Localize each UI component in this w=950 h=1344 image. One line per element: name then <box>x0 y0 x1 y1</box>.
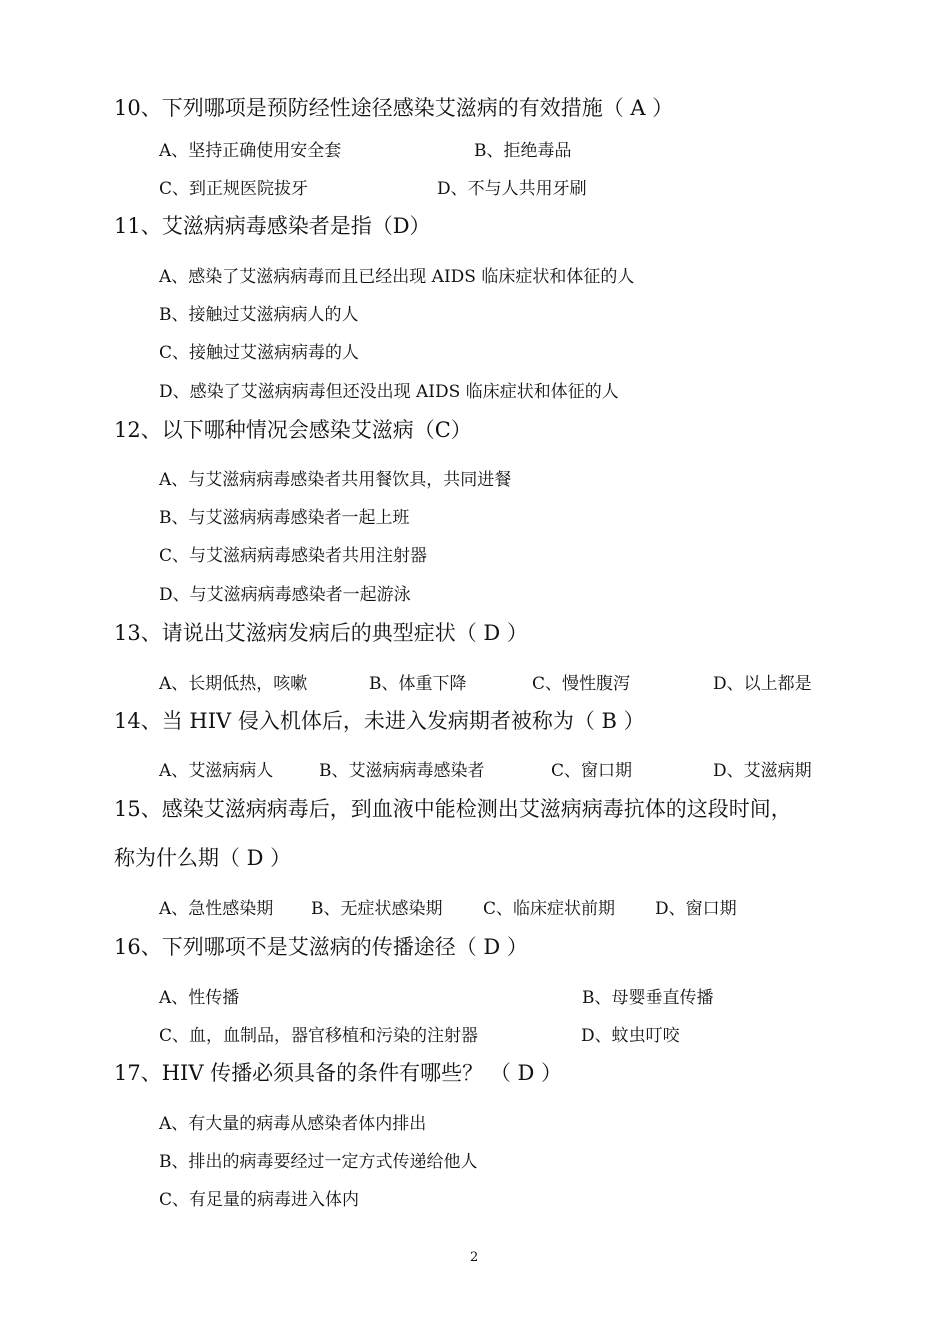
option-16d: D、蚊虫叮咬 <box>581 1026 680 1046</box>
option-11d: D、感染了艾滋病病毒但还没出现 AIDS 临床症状和体征的人 <box>159 382 619 402</box>
option-13d: D、以上都是 <box>713 674 812 694</box>
option-17c: C、有足量的病毒进入体内 <box>159 1190 360 1210</box>
page-number: 2 <box>470 1250 479 1265</box>
option-16c: C、血，血制品，器官移植和污染的注射器 <box>159 1026 479 1046</box>
question-12: 12、以下哪种情况会感染艾滋病（C） <box>114 418 472 442</box>
question-15-continued: 称为什么期（ D ） <box>114 846 292 870</box>
option-14a: A、艾滋病病人 <box>159 761 274 781</box>
option-16b: B、母婴垂直传播 <box>582 988 714 1008</box>
option-10d: D、不与人共用牙刷 <box>437 179 587 199</box>
option-13b: B、体重下降 <box>369 674 467 694</box>
option-15a: A、急性感染期 <box>159 899 274 919</box>
option-10a: A、坚持正确使用安全套 <box>159 141 342 161</box>
option-13a: A、长期低热，咳嗽 <box>159 674 308 694</box>
option-12b: B、与艾滋病病毒感染者一起上班 <box>159 508 410 528</box>
option-14b: B、艾滋病病毒感染者 <box>319 761 485 781</box>
option-15b: B、无症状感染期 <box>311 899 443 919</box>
option-16a: A、性传播 <box>159 988 240 1008</box>
question-14: 14、当 HIV 侵入机体后，未进入发病期者被称为（ B ） <box>114 709 645 733</box>
option-17b: B、排出的病毒要经过一定方式传递给他人 <box>159 1152 478 1172</box>
option-11a: A、感染了艾滋病病毒而且已经出现 AIDS 临床症状和体征的人 <box>159 267 635 287</box>
option-15d: D、窗口期 <box>655 899 737 919</box>
question-10: 10、下列哪项是预防经性途径感染艾滋病的有效措施（ A ） <box>114 96 674 120</box>
option-11b: B、接触过艾滋病病人的人 <box>159 305 359 325</box>
option-11c: C、接触过艾滋病病毒的人 <box>159 343 360 363</box>
question-17: 17、HIV 传播必须具备的条件有哪些？ （ D ） <box>114 1061 563 1085</box>
option-12d: D、与艾滋病病毒感染者一起游泳 <box>159 585 411 605</box>
question-16: 16、下列哪项不是艾滋病的传播途径（ D ） <box>114 935 528 959</box>
option-17a: A、有大量的病毒从感染者体内排出 <box>159 1114 427 1134</box>
option-10c: C、到正规医院拔牙 <box>159 179 309 199</box>
question-11: 11、艾滋病病毒感染者是指（D） <box>114 214 431 238</box>
option-14d: D、艾滋病期 <box>713 761 812 781</box>
option-10b: B、拒绝毒品 <box>474 141 572 161</box>
option-12a: A、与艾滋病病毒感染者共用餐饮具，共同进餐 <box>159 470 512 490</box>
option-15c: C、临床症状前期 <box>483 899 616 919</box>
option-12c: C、与艾滋病病毒感染者共用注射器 <box>159 546 428 566</box>
question-15: 15、感染艾滋病病毒后，到血液中能检测出艾滋病病毒抗体的这段时间， <box>114 797 792 821</box>
question-13: 13、请说出艾滋病发病后的典型症状（ D ） <box>114 621 528 645</box>
option-13c: C、慢性腹泻 <box>532 674 631 694</box>
option-14c: C、窗口期 <box>551 761 633 781</box>
